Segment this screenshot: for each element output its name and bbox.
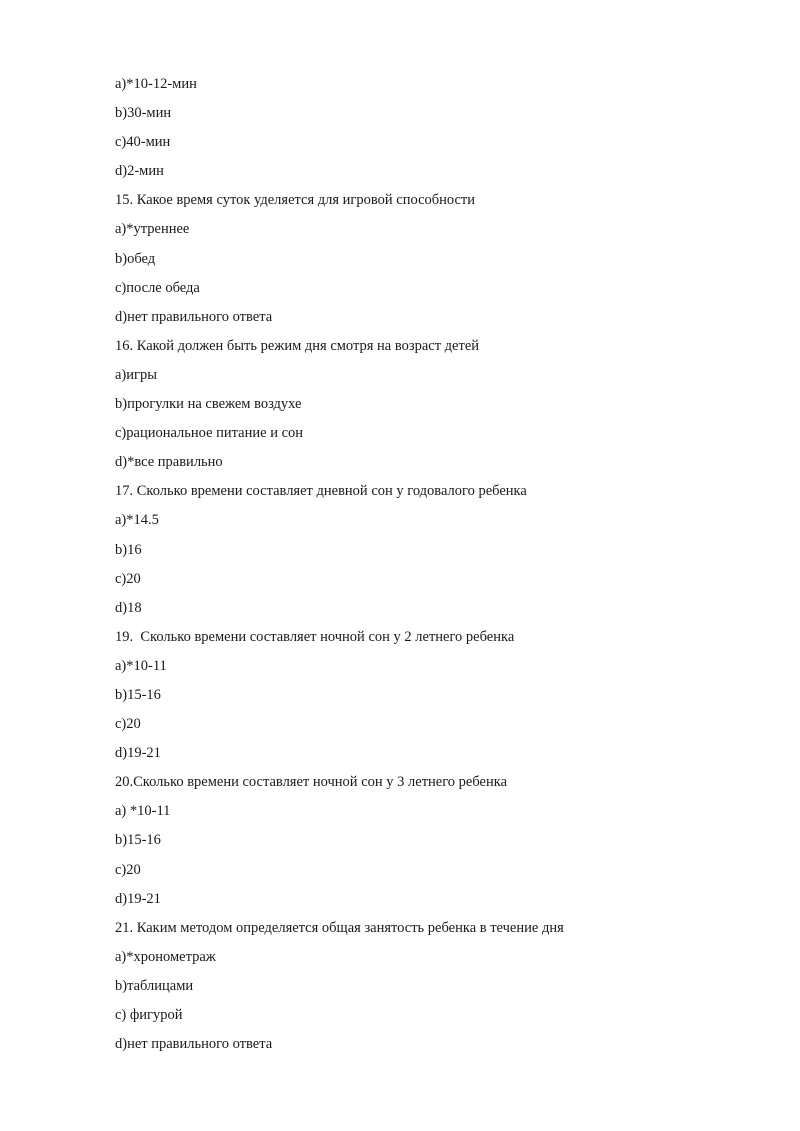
answer-option: d)18 <box>115 599 142 616</box>
answer-option: b)15-16 <box>115 832 161 849</box>
answer-option: a)игры <box>115 366 157 383</box>
answer-option: d)нет правильного ответа <box>115 308 273 325</box>
answer-option: b)15-16 <box>115 686 161 703</box>
answer-option: b)16 <box>115 541 142 558</box>
answer-option: a)*хронометраж <box>115 948 216 965</box>
answer-option: d)нет правильного ответа <box>115 1036 273 1053</box>
question-17: 17. Сколько времени составляет дневной сон у годовалого ребенка <box>115 483 527 500</box>
answer-option: c)20 <box>115 861 141 878</box>
answer-option: c)рациональное питание и сон <box>115 425 304 442</box>
question-20: 20.Сколько времени составляет ночной сон у 3 летнего ребенка <box>115 774 508 791</box>
question-16: 16. Какой должен быть режим дня смотря на возраст детей <box>115 337 480 354</box>
answer-option: d)19-21 <box>115 745 161 762</box>
question-21: 21. Каким методом определяется общая занятость ребенка в течение дня <box>115 919 564 936</box>
answer-option: c)20 <box>115 570 141 587</box>
answer-option: b)обед <box>115 250 156 267</box>
answer-option: c)40-мин <box>115 134 171 151</box>
question-19: 19. Сколько времени составляет ночной сон у 2 летнего ребенка <box>115 628 515 645</box>
answer-option: d)19-21 <box>115 890 161 907</box>
answer-option: c)после обеда <box>115 279 200 296</box>
answer-option: b)таблицами <box>115 977 194 994</box>
answer-option: a)*14.5 <box>115 512 159 529</box>
answer-option: a)*утреннее <box>115 221 190 238</box>
answer-option: a)*10-12-мин <box>115 76 197 92</box>
answer-option: b)30-мин <box>115 105 172 122</box>
answer-option: d)*все правильно <box>115 454 223 471</box>
answer-option: b)прогулки на свежем воздухе <box>115 396 302 413</box>
answer-option: a)*10-11 <box>115 657 167 674</box>
answer-option: c)20 <box>115 716 141 733</box>
question-15: 15. Какое время суток уделяется для игровой способности <box>115 192 476 209</box>
answer-option: a) *10-11 <box>115 803 171 820</box>
answer-option: c) фигурой <box>115 1007 183 1023</box>
document-page <box>115 74 755 1063</box>
answer-option: d)2-мин <box>115 163 164 180</box>
